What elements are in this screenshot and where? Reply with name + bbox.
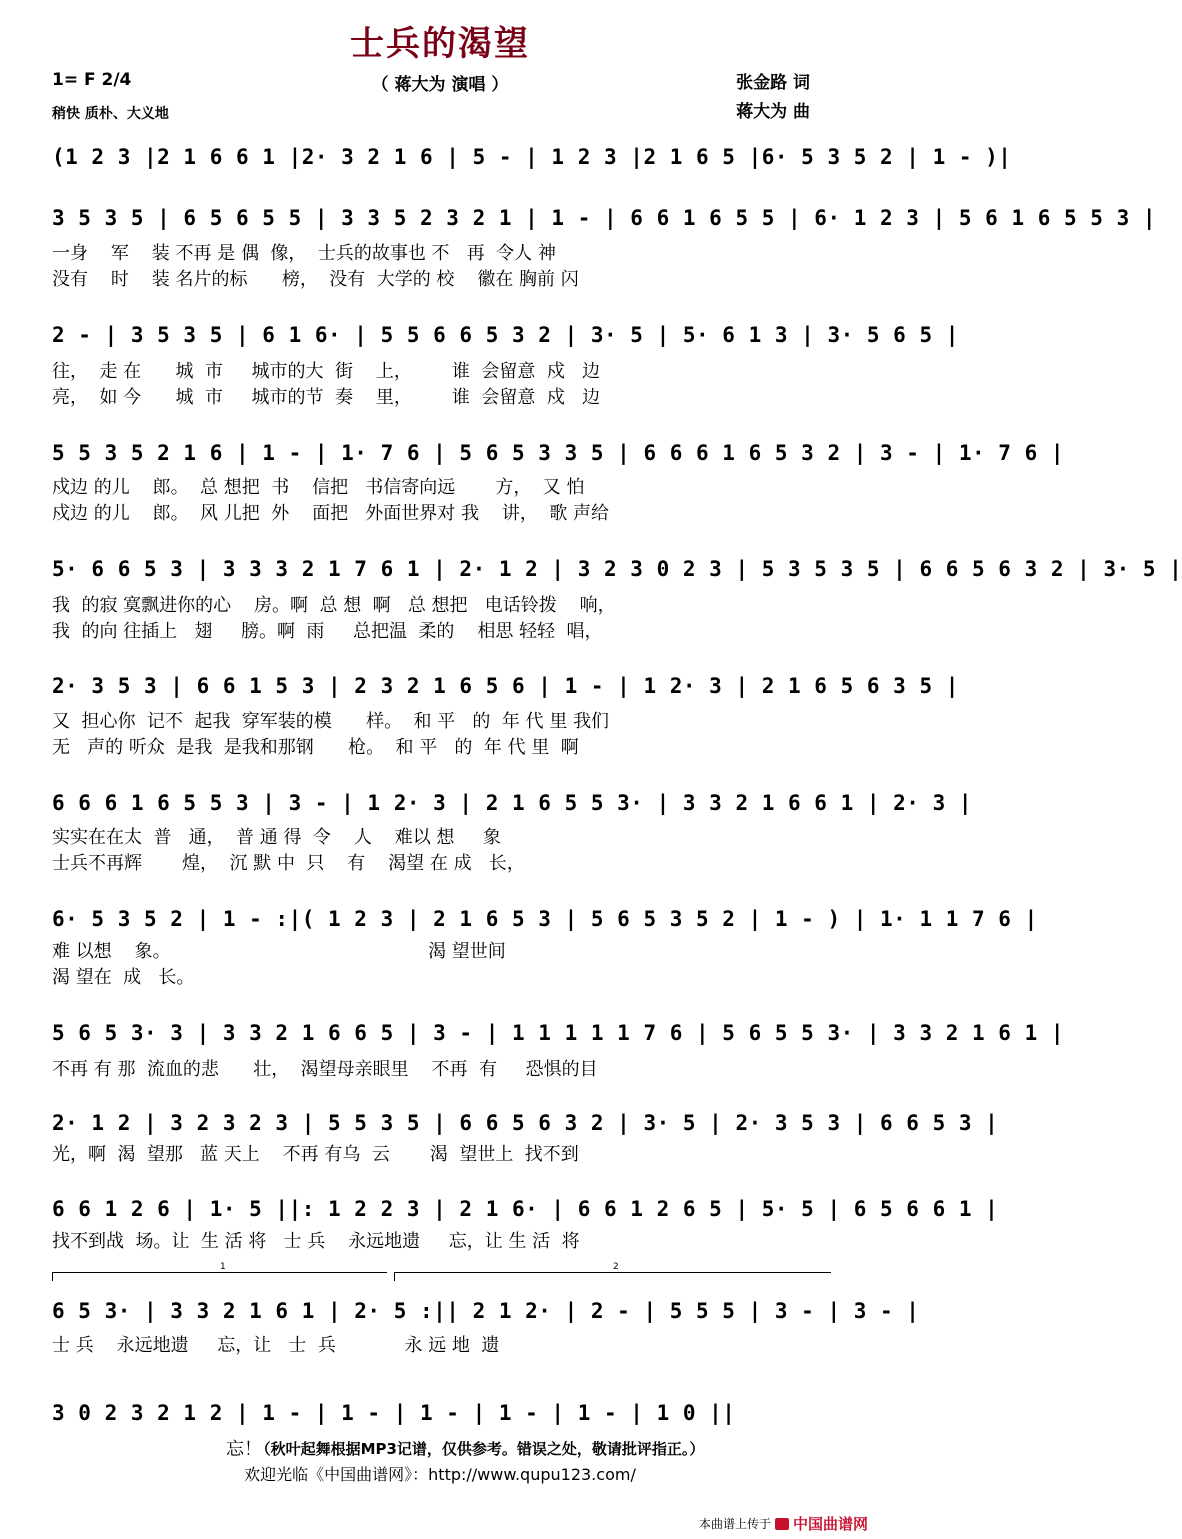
lyric-line: 士兵不再辉 煌， 沉 默 中 只 有 渴望 在 成 长， bbox=[52, 853, 525, 874]
composer-credit: 蒋大为 曲 bbox=[736, 102, 810, 122]
lyric-line: 我 的向 往插上 翅 膀。啊 雨 总把温 柔的 相思 轻轻 唱， bbox=[52, 621, 603, 642]
lyric-line: 无 声的 听众 是我 是我和那钢 枪。 和 平 的 年 代 里 啊 bbox=[52, 737, 579, 758]
lyric-line: 实实在在太 普 通， 普 通 得 令 人 难以 想 象 bbox=[52, 827, 502, 848]
site-logo-icon bbox=[775, 1518, 789, 1530]
notation-line: 3 0 2 3 2 1 2 | 1 - | 1 - | 1 - | 1 - | 1 - | 1 0 || bbox=[52, 1401, 736, 1425]
ending-lyric: 忘！ bbox=[226, 1439, 262, 1460]
lyric-line: 渴 望在 成 长。 bbox=[52, 967, 195, 988]
website-welcome: 欢迎光临《中国曲谱网》：http://www.qupu123.com/ bbox=[244, 1465, 636, 1484]
notation-line: 2· 3 5 3 | 6 6 1 5 3 | 2 3 2 1 6 5 6 | 1 - | 1 2· 3 | 2 1 6 5 6 3 5 | bbox=[52, 674, 959, 698]
notation-line: 2· 1 2 | 3 2 3 2 3 | 5 5 3 5 | 6 6 5 6 3 2 | 3· 5 | 2· 3 5 3 | 6 6 5 3 | bbox=[52, 1111, 999, 1135]
lyricist-credit: 张金路 词 bbox=[736, 73, 810, 93]
upload-label: 本曲谱上传于 bbox=[698, 1517, 771, 1531]
lyric-line: 找不到战 场。让 生 活 将 士 兵 永远地遗 忘，让 生 活 将 bbox=[52, 1231, 580, 1252]
site-logo-text[interactable]: 中国曲谱网 bbox=[792, 1515, 868, 1533]
lyric-line: 亮， 如 今 城 市 城市的节 奏 里， 谁 会留意 戍 边 bbox=[52, 387, 600, 408]
song-title: 士兵的渴望 bbox=[350, 24, 530, 64]
lyric-line: 光，啊 渴 望那 蓝 天上 不再 有乌 云 渴 望世上 找不到 bbox=[52, 1144, 579, 1165]
lyric-line: 难 以想 象。 渴 望世间 bbox=[52, 941, 506, 962]
upload-badge bbox=[699, 1513, 868, 1534]
notation-line: 5 5 3 5 2 1 6 | 1 - | 1· 7 6 | 5 6 5 3 3 5 | 6 6 6 1 6 5 3 2 | 3 - | 1· 7 6 | bbox=[52, 441, 1065, 465]
lyric-line: 又 担心你 记不 起我 穿军装的模 样。 和 平 的 年 代 里 我们 bbox=[52, 711, 610, 732]
notation-line: 5 6 5 3· 3 | 3 3 2 1 6 6 5 | 3 - | 1 1 1 1 1 7 6 | 5 6 5 5 3· | 3 3 2 1 6 1 | bbox=[52, 1021, 1065, 1045]
tempo-marking: 稍快 质朴、大义地 bbox=[52, 106, 169, 122]
lyric-line: 不再 有 那 流血的悲 壮， 渴望母亲眼里 不再 有 恐惧的目 bbox=[52, 1059, 598, 1080]
lyric-line: 往， 走 在 城 市 城市的大 街 上， 谁 会留意 戍 边 bbox=[52, 361, 600, 382]
notation-line: 2 - | 3 5 3 5 | 6 1 6· | 5 5 6 6 5 3 2 | 3· 5 | 5· 6 1 3 | 3· 5 6 5 | bbox=[52, 323, 959, 347]
volta-bracket-1: 1 bbox=[52, 1272, 387, 1281]
notation-line: 6 6 1 2 6 | 1· 5 ||: 1 2 2 3 | 2 1 6· | 6 6 1 2 6 5 | 5· 5 | 6 5 6 6 1 | bbox=[52, 1197, 999, 1221]
lyric-line: 士 兵 永远地遗 忘，让 士 兵 永 远 地 遗 bbox=[52, 1335, 500, 1356]
singer-credit: （ 蒋大为 演唱 ） bbox=[371, 75, 509, 95]
notation-line: 6 5 3· | 3 3 2 1 6 1 | 2· 5 :|| 2 1 2· | 2 - | 5 5 5 | 3 - | 3 - | bbox=[52, 1299, 920, 1323]
notation-line: 3 5 3 5 | 6 5 6 5 5 | 3 3 5 2 3 2 1 | 1 - | 6 6 1 6 5 5 | 6· 1 2 3 | 5 6 1 6 5 5 3 | bbox=[52, 206, 1157, 230]
transcription-note: （秋叶起舞根据MP3记谱，仅供参考。错误之处，敬请批评指正。） bbox=[255, 1440, 705, 1458]
key-signature: 1= F 2/4 bbox=[52, 70, 132, 90]
notation-line: 5· 6 6 5 3 | 3 3 3 2 1 7 6 1 | 2· 1 2 | 3 2 3 0 2 3 | 5 3 5 3 5 | 6 6 5 6 3 2 | 3· 5 | bbox=[52, 557, 1182, 581]
lyric-line: 戍边 的儿 郎。 风 儿把 外 面把 外面世界对 我 讲， 歌 声给 bbox=[52, 503, 610, 524]
notation-line: 6 6 6 1 6 5 5 3 | 3 - | 1 2· 3 | 2 1 6 5 5 3· | 3 3 2 1 6 6 1 | 2· 3 | bbox=[52, 791, 973, 815]
notation-line: (1 2 3 |2 1 6 6 1 |2· 3 2 1 6 | 5 - | 1 2 3 |2 1 6 5 |6· 5 3 5 2 | 1 - )| bbox=[52, 145, 1012, 169]
volta-bracket-2: 2 bbox=[394, 1272, 831, 1281]
lyric-line: 我 的寂 寞飘进你的心 房。啊 总 想 啊 总 想把 电话铃拨 响， bbox=[52, 595, 616, 616]
lyric-line: 一身 军 装 不再 是 偶 像， 士兵的故事也 不 再 令人 神 bbox=[52, 243, 556, 264]
lyric-line: 没有 时 装 名片的标 榜， 没有 大学的 校 徽在 胸前 闪 bbox=[52, 269, 579, 290]
notation-line: 6· 5 3 5 2 | 1 - :|( 1 2 3 | 2 1 6 5 3 | 5 6 5 3 5 2 | 1 - ) | 1· 1 1 7 6 | bbox=[52, 907, 1038, 931]
lyric-line: 戍边 的儿 郎。 总 想把 书 信把 书信寄向远 方， 又 怕 bbox=[52, 477, 585, 498]
